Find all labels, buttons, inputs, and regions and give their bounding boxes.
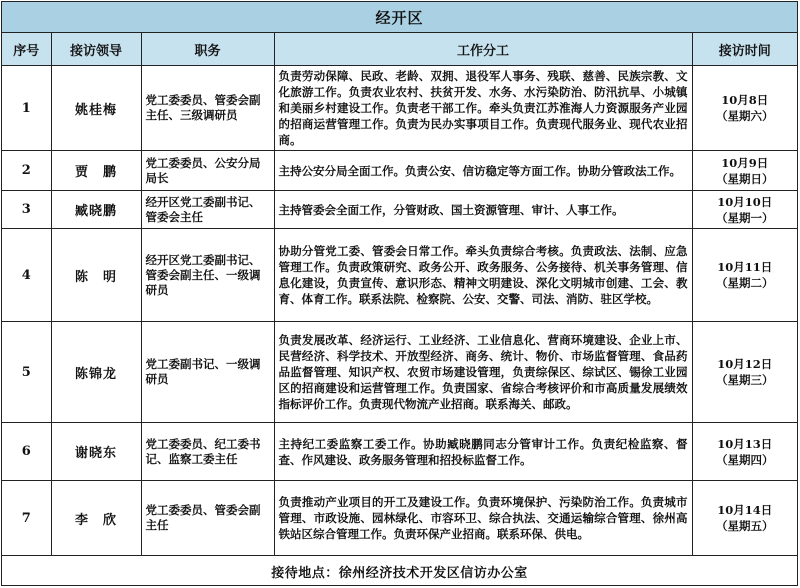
row-leader: 姚桂梅 xyxy=(51,66,141,151)
reception-schedule-sheet xyxy=(1,1,798,586)
row-position: 党工委副书记、一级调研员 xyxy=(141,322,274,423)
row-leader: 臧晓鹏 xyxy=(51,191,141,229)
row-duty: 负责发展改革、经济运行、工业经济、工业信息化、营商环境建设、企业上市、民营经济、科学技术、开放型经济、商务、统计、物价、市场监督管理、食品药品监督管理、知识产权、农贸市场建设管理，负责综保区、综试区、锡徐工业园区的招商建设和运营管理工作。负责国家、省综合考核评价和市高质量发展绩效指标评价工作。负责现代物流产业招商。联系海关、邮政。 xyxy=(274,322,692,423)
row-duty: 协助分管党工委、管委会日常工作。牵头负责综合考核。负责政法、法制、应急管理工作。负责政策研究、政务公开、政务服务、公务接待、机关事务管理、信息化建设，负责宣传、意识形态、精神文明建设、深化文明城市创建、工会、教育、体育工作。联系法院、检察院、公安、交警、司法、消防、驻区学校。 xyxy=(274,229,692,322)
row-position: 经开区党工委副书记、管委会副主任、一级调研员 xyxy=(141,229,274,322)
row-time xyxy=(692,322,797,423)
header-index: 序号 xyxy=(2,33,51,66)
row-index: 2 xyxy=(2,151,51,191)
row-time xyxy=(692,151,797,191)
row-position: 党工委委员、公安分局局长 xyxy=(141,151,274,191)
header-time: 接访时间 xyxy=(692,33,797,66)
row-weekday: （星期日） xyxy=(716,171,774,186)
header-position: 职务 xyxy=(141,33,274,66)
row-index: 6 xyxy=(2,423,51,481)
row-weekday: （星期四） xyxy=(716,452,774,467)
table-row xyxy=(2,481,797,556)
row-time xyxy=(692,66,797,151)
row-position: 经开区党工委副书记、管委会主任 xyxy=(141,191,274,229)
row-time xyxy=(692,191,797,229)
row-date: 10月8日 xyxy=(721,93,769,107)
table-header-row xyxy=(2,33,797,66)
row-index: 3 xyxy=(2,191,51,229)
row-leader: 陈锦龙 xyxy=(51,322,141,423)
table-row xyxy=(2,66,797,151)
row-duty: 主持纪工委监察工委工作。协助臧晓鹏同志分管审计工作。负责纪检监察、督查、作风建设、政务服务管理和招投标监督工作。 xyxy=(274,423,692,481)
row-duty: 主持公安分局全面工作。负责公安、信访稳定等方面工作。协助分管政法工作。 xyxy=(274,151,692,191)
row-weekday: （星期三） xyxy=(716,373,774,387)
row-leader: 贾 鹏 xyxy=(51,151,141,191)
row-index: 5 xyxy=(2,322,51,423)
row-duty: 负责推动产业项目的开工及建设工作。负责环境保护、污染防治工作。负责城市管理、市政设施、园林绿化、市容环卫、综合执法、交通运输综合管理、徐州高铁站区综合管理工作。负责环保产业招商。联系环保、供电。 xyxy=(274,481,692,556)
row-leader: 李 欣 xyxy=(51,481,141,556)
sheet-title: 经开区 xyxy=(2,2,797,33)
row-position: 党工委委员、管委会副主任 xyxy=(141,481,274,556)
row-duty: 主持管委会全面工作，分管财政、国土资源管理、审计、人事工作。 xyxy=(274,191,692,229)
row-weekday: （星期二） xyxy=(716,276,774,290)
row-date: 10月9日 xyxy=(721,155,769,170)
table-row xyxy=(2,191,797,229)
header-duty: 工作分工 xyxy=(274,33,692,66)
row-index: 4 xyxy=(2,229,51,322)
table-row xyxy=(2,229,797,322)
table-row xyxy=(2,423,797,481)
row-leader: 谢晓东 xyxy=(51,423,141,481)
row-date: 10月14日 xyxy=(717,503,773,517)
footer-location: 徐州经济技术开发区信访办公室 xyxy=(338,565,528,581)
row-duty: 负责劳动保障、民政、老龄、双拥、退役军人事务、残联、慈善、民族宗教、文化旅游工作。负责农业农村、扶贫开发、水务、水污染防治、防汛抗旱、小城镇和美丽乡村建设工作。负责老干部工作。牵头负责江苏淮海人力资源服务产业园的招商运营管理工作。负责为民办实事项目工作。负责现代服务业、现代农业招商。 xyxy=(274,66,692,151)
row-time xyxy=(692,229,797,322)
row-date: 10月12日 xyxy=(717,357,773,371)
row-time xyxy=(692,423,797,481)
row-weekday: （星期一） xyxy=(716,210,774,225)
row-leader: 陈 明 xyxy=(51,229,141,322)
row-index: 1 xyxy=(2,66,51,151)
row-weekday: （星期六） xyxy=(716,109,774,123)
table-row xyxy=(2,151,797,191)
table-row xyxy=(2,322,797,423)
row-date: 10月10日 xyxy=(717,194,773,209)
footer-label: 接待地点： xyxy=(271,565,339,581)
row-weekday: （星期五） xyxy=(716,519,774,533)
row-date: 10月11日 xyxy=(717,260,773,274)
row-date: 10月13日 xyxy=(717,436,773,451)
row-index: 7 xyxy=(2,481,51,556)
row-time xyxy=(692,481,797,556)
reception-location xyxy=(2,556,797,586)
row-position: 党工委委员、管委会副主任、三级调研员 xyxy=(141,66,274,151)
header-leader: 接访领导 xyxy=(51,33,141,66)
reception-table xyxy=(2,33,797,556)
row-position: 党工委委员、纪工委书记、监察工委主任 xyxy=(141,423,274,481)
